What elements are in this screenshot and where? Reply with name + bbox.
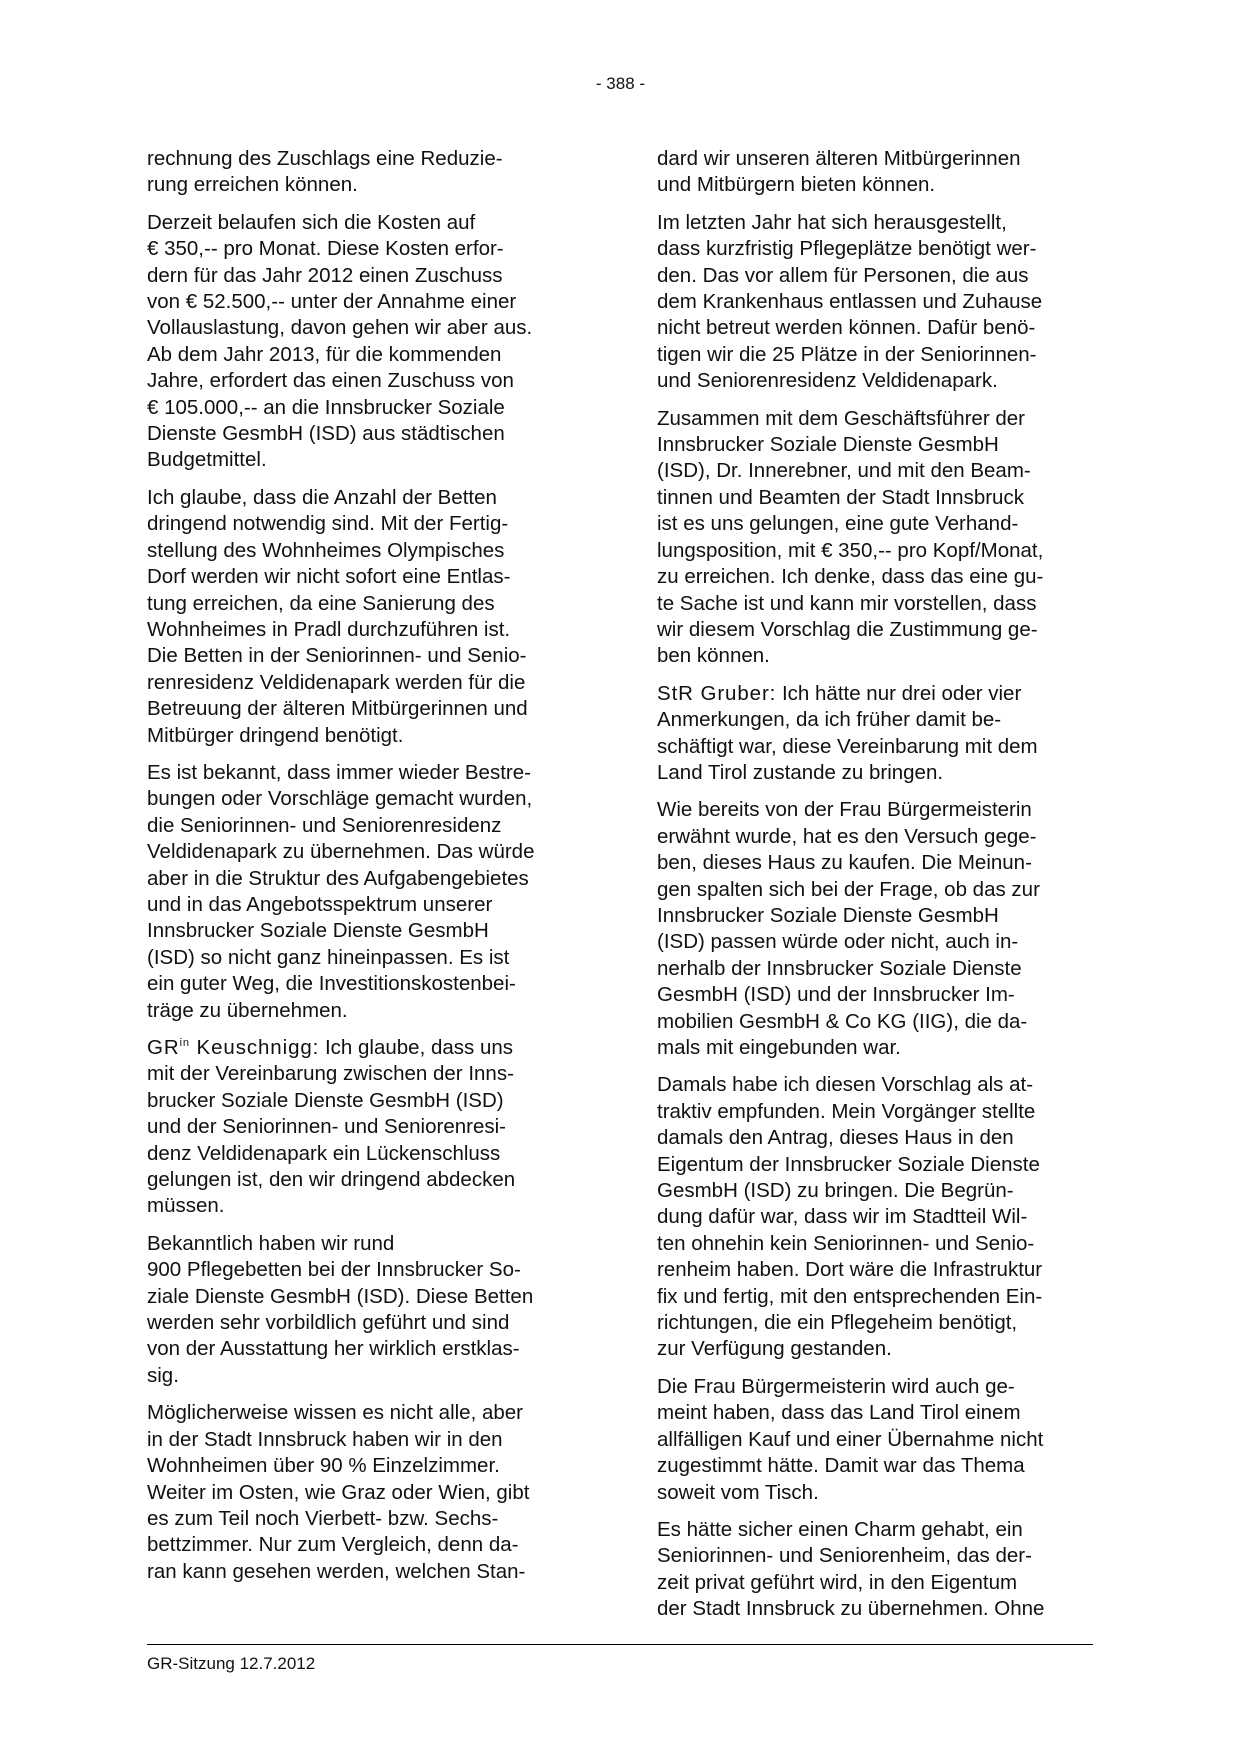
text-line: ist es uns gelungen, eine gute Verhand- [657,512,1019,536]
right-column [657,146,1093,1634]
text-line: zugestimmt hätte. Damit war das Thema [657,1454,1025,1478]
text-line: nicht betreut werden können. Dafür benö- [657,316,1036,340]
text-line: und Mitbürgern bieten können. [657,173,936,197]
text-line: Wohnheimen über 90 % Einzelzimmer. [147,1454,500,1478]
text-line: dern für das Jahr 2012 einen Zuschuss [147,263,503,287]
text-line: und in das Angebotsspektrum unserer [147,892,493,916]
text-line: tung erreichen, da eine Sanierung des [147,591,495,615]
speaker-label [657,682,776,705]
text-line: Derzeit belaufen sich die Kosten auf [147,210,476,234]
text-line: gelungen ist, den wir dringend abdecken [147,1168,516,1192]
paragraph [657,1072,1093,1362]
text-line: Weiter im Osten, wie Graz oder Wien, gibt [147,1480,530,1504]
text-line: damals den Antrag, dieses Haus in den [657,1126,1014,1150]
text-line: Veldidenapark zu übernehmen. Das würde [147,840,535,864]
text-line: ben können. [657,644,770,668]
text-line: renresidenz Veldidenapark werden für die [147,670,526,694]
text-line: bungen oder Vorschläge gemacht wurden, [147,787,533,811]
text-line: der Stadt Innsbruck zu übernehmen. Ohne [657,1597,1045,1621]
text-line: Möglicherweise wissen es nicht alle, aber [147,1401,524,1425]
text-line: es zum Teil noch Vierbett- bzw. Sechs- [147,1506,499,1530]
paragraph [657,146,1093,199]
paragraph [657,1517,1093,1623]
text-line: Anmerkungen, da ich früher damit be- [657,708,1002,732]
text-line: GesmbH (ISD) zu bringen. Die Begrün- [657,1179,1014,1203]
text-line: Betreuung der älteren Mitbürgerinnen und [147,697,528,721]
text-line: gen spalten sich bei der Frage, ob das zur [657,877,1040,901]
text-line: ten ohnehin kein Seniorinnen- und Senio- [657,1231,1035,1255]
text-line: zur Verfügung gestanden. [657,1337,892,1361]
text-line: renheim haben. Dort wäre die Infrastruktur [657,1258,1043,1282]
paragraph [147,485,583,749]
text-line: aber in die Struktur des Aufgabengebietes [147,866,529,890]
text-line: € 350,-- pro Monat. Diese Kosten erfor- [147,237,504,261]
text-line: wir diesem Vorschlag die Zustimmung ge- [657,617,1038,641]
text-line: brucker Soziale Dienste GesmbH (ISD) [147,1088,504,1112]
text-line: nerhalb der Innsbrucker Soziale Dienste [657,956,1022,980]
text-line: werden sehr vorbildlich geführt und sind [147,1311,510,1335]
paragraph [147,1035,583,1220]
text-line: Ich hätte nur drei oder vier [776,681,1022,705]
text-line: Dorf werden wir nicht sofort eine Entlas- [147,565,511,589]
text-line: dard wir unseren älteren Mitbürgerinnen [657,147,1021,170]
text-line: schäftigt war, diese Vereinbarung mit dem [657,734,1038,758]
text-line: Innsbrucker Soziale Dienste GesmbH [657,433,999,457]
text-line: Es hätte sicher einen Charm gehabt, ein [657,1517,1023,1541]
text-line: te Sache ist und kann mir vorstellen, dass [657,591,1037,615]
page-number: - 388 - [595,74,646,93]
text-line: allfälligen Kauf und einer Übernahme nicht [657,1427,1044,1451]
text-line: Bekanntlich haben wir rund [147,1231,395,1255]
text-line: € 105.000,-- an die Innsbrucker Soziale [147,395,505,419]
text-line: zeit privat geführt wird, in den Eigentum [657,1570,1018,1594]
text-line: rung erreichen können. [147,173,358,197]
text-line: und Seniorenresidenz Veldidenapark. [657,369,998,393]
text-line: meint haben, dass das Land Tirol einem [657,1401,1021,1425]
text-line: 900 Pflegebetten bei der Innsbrucker So- [147,1258,521,1282]
text-line: Budgetmittel. [147,448,267,472]
text-line: dung dafür war, dass wir im Stadtteil Wil- [657,1205,1028,1229]
paragraph [147,1231,583,1389]
text-line: traktiv empfunden. Mein Vorgänger stellte [657,1099,1036,1123]
paragraph [657,1374,1093,1506]
text-line: müssen. [147,1194,225,1218]
text-line: soweit vom Tisch. [657,1480,819,1504]
paragraph [657,681,1093,787]
text-line: Zusammen mit dem Geschäftsführer der [657,406,1025,430]
text-line: von der Ausstattung her wirklich erstklas- [147,1337,520,1361]
text-line: ziale Dienste GesmbH (ISD). Diese Betten [147,1284,534,1308]
speaker-name: Keuschnigg: [189,1036,320,1059]
paragraph [657,210,1093,395]
speaker-name: StR Gruber: [657,681,777,705]
text-line: GesmbH (ISD) und der Innsbrucker Im- [657,983,1015,1007]
text-line: Ab dem Jahr 2013, für die kommenden [147,342,502,366]
text-line: ben, dieses Haus zu kaufen. Die Meinun- [657,851,1032,875]
text-line: Eigentum der Innsbrucker Soziale Dienste [657,1152,1040,1176]
text-line: Ich glaube, dass uns [319,1036,514,1059]
speaker-title-superscript: in [179,1037,190,1049]
text-line: tigen wir die 25 Plätze in der Seniorinnen- [657,342,1037,366]
paragraph [147,210,583,474]
text-line: Die Betten in der Seniorinnen- und Senio- [147,644,527,668]
footer-session-date: GR-Sitzung 12.7.2012 [147,1654,316,1673]
text-line: mobilien GesmbH & Co KG (IIG), die da- [657,1009,1028,1033]
text-line: erwähnt wurde, hat es den Versuch gege- [657,824,1037,848]
text-line: Innsbrucker Soziale Dienste GesmbH [147,919,489,943]
text-line: die Seniorinnen- und Seniorenresidenz [147,813,502,837]
text-line: richtungen, die ein Pflegeheim benötigt, [657,1311,1018,1335]
text-line: bettzimmer. Nur zum Vergleich, denn da- [147,1533,519,1557]
text-line: stellung des Wohnheimes Olympisches [147,538,505,562]
text-line: (ISD) so nicht ganz hineinpassen. Es ist [147,945,510,969]
text-line: und der Seniorinnen- und Seniorenresi- [147,1115,506,1139]
paragraph [147,146,583,199]
paragraph [147,1400,583,1585]
speaker-label [147,1036,319,1059]
text-line: Jahre, erfordert das einen Zuschuss von [147,369,514,393]
text-line: Wohnheimes in Pradl durchzuführen ist. [147,617,511,641]
text-line: Dienste GesmbH (ISD) aus städtischen [147,422,505,446]
text-line: fix und fertig, mit den entsprechenden Ein- [657,1284,1043,1308]
text-line: Innsbrucker Soziale Dienste GesmbH [657,903,999,927]
text-line: Mitbürger dringend benötigt. [147,723,404,747]
text-line: zu erreichen. Ich denke, dass das eine gu- [657,565,1044,589]
text-line: Die Frau Bürgermeisterin wird auch ge- [657,1374,1015,1398]
paragraph [657,406,1093,670]
text-line: dass kurzfristig Pflegeplätze benötigt wer- [657,237,1037,261]
text-line: tinnen und Beamten der Stadt Innsbruck [657,485,1024,509]
text-line: ran kann gesehen werden, welchen Stan- [147,1559,526,1583]
text-line: ein guter Weg, die Investitionskostenbei- [147,972,516,996]
text-line: (ISD) passen würde oder nicht, auch in- [657,930,1019,954]
text-line: sig. [147,1363,179,1387]
text-line: in der Stadt Innsbruck haben wir in den [147,1427,503,1451]
text-line: Seniorinnen- und Seniorenheim, das der- [657,1544,1032,1568]
text-line: lungsposition, mit € 350,-- pro Kopf/Monat, [657,538,1044,562]
text-line: rechnung des Zuschlags eine Reduzie- [147,147,503,170]
text-line: mit der Vereinbarung zwischen der Inns- [147,1062,514,1086]
text-line: dem Krankenhaus entlassen und Zuhause [657,290,1043,314]
text-line: denz Veldidenapark ein Lückenschluss [147,1141,501,1165]
left-column [147,146,583,1596]
text-line: Wie bereits von der Frau Bürgermeisterin [657,798,1032,822]
text-line: Land Tirol zustande zu bringen. [657,760,944,784]
speaker-title: GR [147,1036,180,1059]
paragraph [657,797,1093,1061]
text-line: den. Das vor allem für Personen, die aus [657,263,1029,287]
text-line: dringend notwendig sind. Mit der Fertig- [147,512,509,536]
text-line: Im letzten Jahr hat sich herausgestellt, [657,210,1007,234]
text-line: Ich glaube, dass die Anzahl der Betten [147,485,497,509]
text-line: Es ist bekannt, dass immer wieder Bestre- [147,760,531,784]
text-line: von € 52.500,-- unter der Annahme einer [147,290,517,314]
text-line: mals mit eingebunden war. [657,1036,901,1059]
text-line: Damals habe ich diesen Vorschlag als at- [657,1073,1034,1097]
text-line: träge zu übernehmen. [147,998,348,1022]
footer-divider [147,1644,1093,1645]
paragraph [147,760,583,1024]
text-line: Vollauslastung, davon gehen wir aber aus. [147,316,533,340]
text-line: (ISD), Dr. Innerebner, und mit den Beam- [657,459,1031,483]
